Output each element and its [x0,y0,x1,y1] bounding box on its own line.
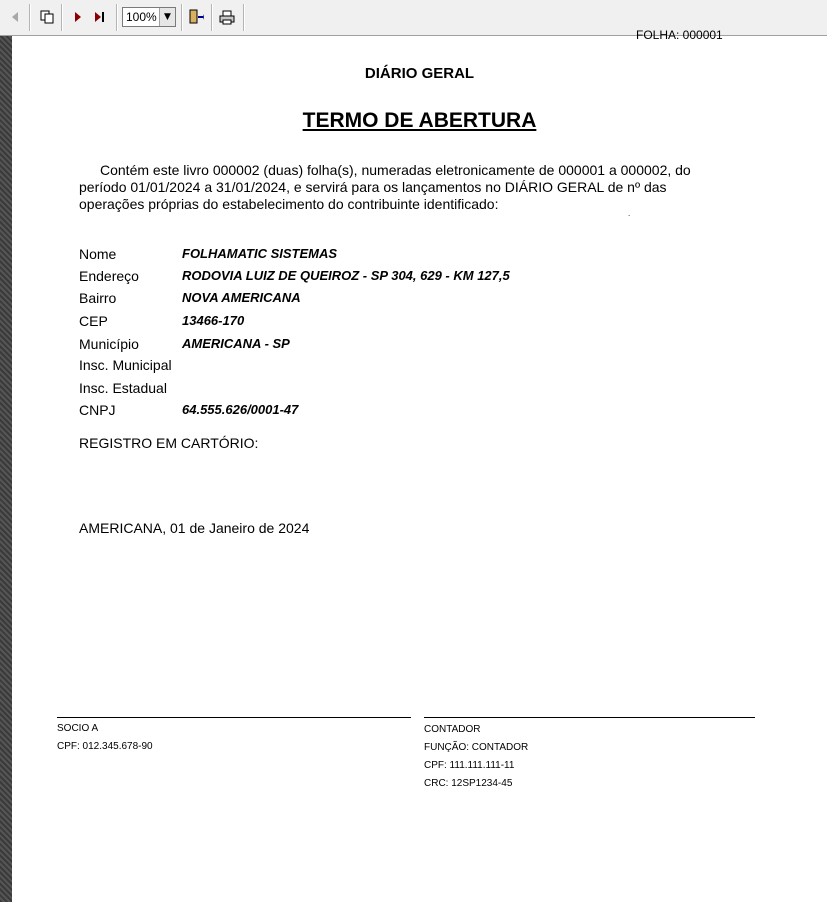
toolbar-separator [29,4,31,31]
cnpj-value: 64.555.626/0001-47 [182,402,299,417]
toolbar-separator [116,4,118,31]
exit-icon[interactable] [185,6,207,28]
print-icon[interactable] [216,6,238,28]
endereco-value: RODOVIA LUIZ DE QUEIROZ - SP 304, 629 - KM 127,5 [182,268,510,283]
cnpj-label: CNPJ [79,402,116,418]
socio-role: SOCIO A [57,723,99,734]
nome-value: FOLHAMATIC SISTEMAS [182,246,338,261]
contador-cpf: CPF: 111.111.111-11 [424,760,515,771]
cep-label: CEP [79,313,108,329]
last-page-icon[interactable] [89,6,111,28]
nome-label: Nome [79,246,117,262]
book-title: DIÁRIO GERAL [364,65,475,82]
paragraph-dot: . [628,209,631,218]
registro-cartorio: REGISTRO EM CARTÓRIO: [79,435,259,451]
insc-estadual-label: Insc. Estadual [79,380,167,396]
municipio-value: AMERICANA - SP [182,336,290,351]
bairro-label: Bairro [79,290,117,306]
toolbar-separator [243,4,245,31]
bairro-value: NOVA AMERICANA [182,290,301,305]
copy-icon[interactable] [36,6,58,28]
local-data: AMERICANA, 01 de Janeiro de 2024 [79,520,310,536]
paragraph-line-2: período 01/01/2024 a 31/01/2024, e servirá para os lançamentos no DIÁRIO GERAL de nº das [79,179,667,195]
zoom-value: 100% [126,10,157,24]
endereco-label: Endereço [79,268,139,284]
municipio-label: Município [79,336,139,352]
insc-municipal-label: Insc. Municipal [79,357,172,373]
chevron-down-icon[interactable]: ▼ [159,8,175,26]
page-number-cut: FOLHA: 000001 [636,28,723,42]
contador-crc: CRC: 12SP1234-45 [424,778,513,789]
signature-contador [424,721,528,793]
signature-line-socio [57,717,411,718]
term-title-text: TERMO DE ABERTURA [302,109,537,132]
signature-line-contador [424,717,755,718]
toolbar-separator [61,4,63,31]
toolbar-separator [211,4,213,31]
next-page-icon[interactable] [67,6,89,28]
socio-cpf: CPF: 012.345.678-90 [57,741,153,752]
paragraph-line-3: operações próprias do estabelecimento do contribuinte identificado: [79,196,499,212]
paragraph-line-1: Contém este livro 000002 (duas) folha(s), numeradas eletronicamente de 000001 a 000002, do [100,162,691,178]
term-title [12,109,827,133]
zoom-select[interactable] [122,7,176,27]
left-border-strip [0,36,12,902]
opening-paragraph [79,162,724,218]
cep-value: 13466-170 [182,313,245,328]
report-page [12,28,827,902]
toolbar-separator [181,4,183,31]
signature-socio [57,720,153,756]
contador-role: CONTADOR [424,724,481,735]
prev-page-icon[interactable] [4,6,26,28]
contador-funcao: FUNÇÃO: CONTADOR [424,742,529,753]
